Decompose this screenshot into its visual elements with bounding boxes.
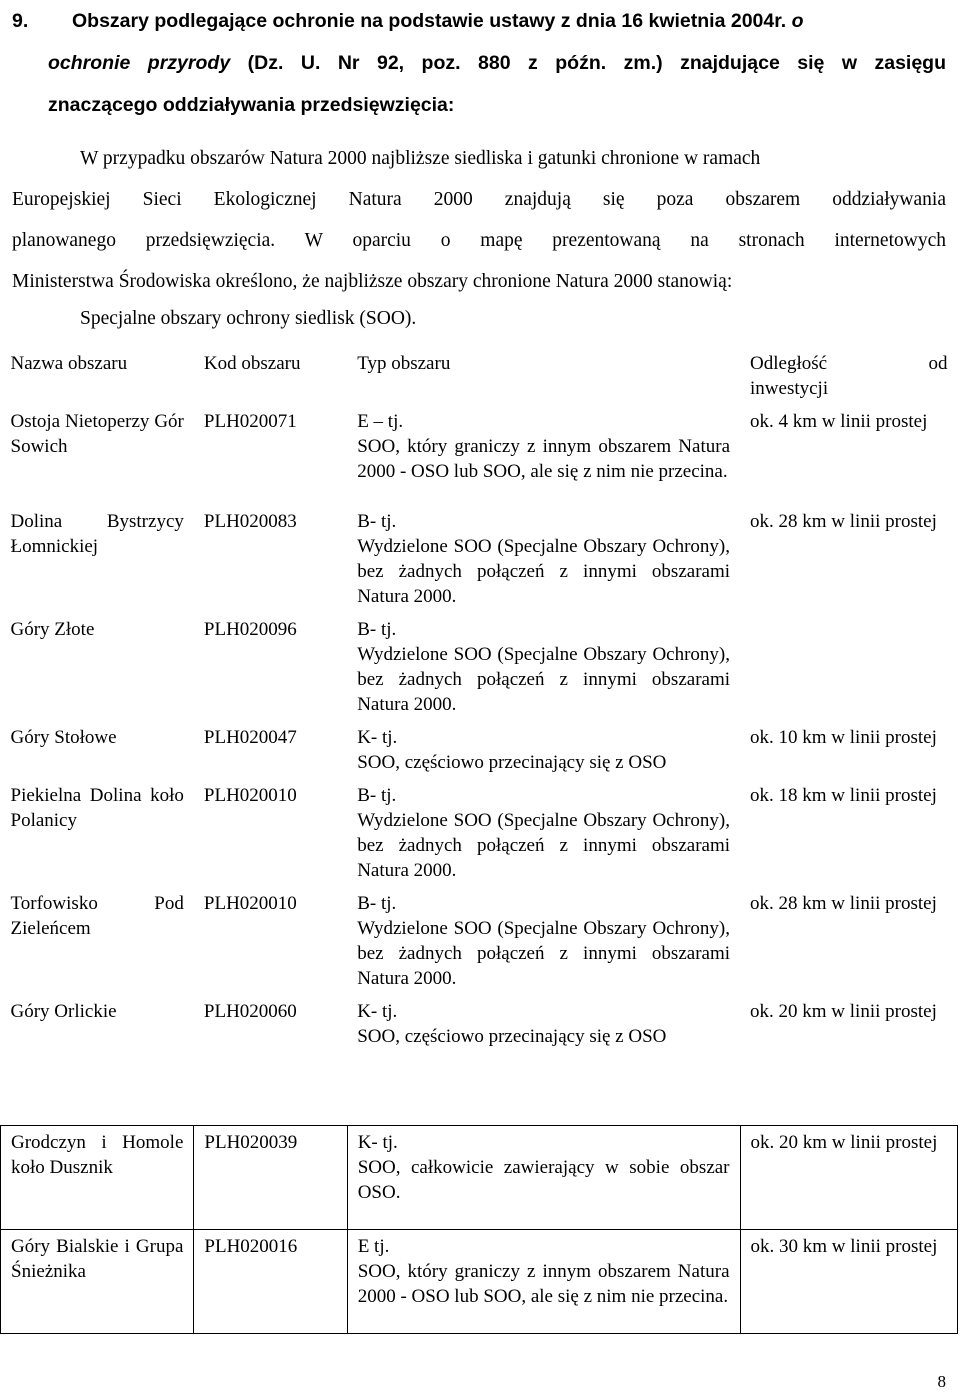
header-distance-c: inwestycji — [750, 378, 829, 399]
cell-code-text: PLH020047 — [203, 727, 297, 748]
cell-name — [1, 995, 194, 1095]
table-row — [1, 505, 958, 613]
cell-type — [347, 721, 740, 779]
cell-code — [194, 405, 347, 505]
cell-distance-text: ok. 20 km w linii prostej — [750, 1001, 937, 1022]
cell-distance-text: ok. 10 km w linii prostej — [750, 727, 937, 748]
paragraph-line-2: Europejskiej Sieci Ekologicznej Natura 2000 znajdują się poza obszarem oddziaływania — [12, 189, 946, 210]
section-title-part1: Obszary podlegające ochronie na podstawie ustawy z dnia 16 kwietnia 2004r. — [72, 10, 787, 32]
cell-type — [347, 779, 740, 887]
header-name: Nazwa obszaru — [10, 353, 128, 374]
type-description: SOO, który graniczy z innym obszarem Natura 2000 - OSO lub SOO, ale się z nim nie przecina. — [357, 1261, 730, 1307]
cell-name — [1, 405, 194, 505]
header-distance-b: od — [928, 353, 948, 374]
cell-code-text: PLH020071 — [203, 411, 297, 432]
table-spacer-row — [1, 1095, 958, 1126]
cell-type — [347, 1230, 740, 1334]
title-line2-italic: ochronie przyrody — [48, 52, 231, 74]
table-row — [1, 1230, 958, 1334]
section-number: 9. — [12, 10, 29, 32]
paragraph-line-4: Ministerstwa Środowiska określono, że najbliższe obszary chronione Natura 2000 stanowią: — [12, 271, 733, 292]
header-type: Typ obszaru — [357, 353, 451, 374]
cell-distance — [740, 613, 957, 721]
cell-distance — [740, 1126, 957, 1230]
cell-code-text: PLH020060 — [203, 1001, 297, 1022]
table-row — [1, 887, 958, 995]
cell-name-text: Góry Stołowe — [10, 727, 117, 748]
cell-code — [194, 505, 347, 613]
type-description: SOO, całkowicie zawierający w sobie obszar OSO. — [357, 1157, 730, 1203]
table-row — [1, 779, 958, 887]
page-number: 8 — [937, 1372, 946, 1391]
type-description: Wydzielone SOO (Specjalne Obszary Ochrony), bez żadnych połączeń z innymi obszarami Natura 2000. — [357, 536, 731, 607]
cell-type — [347, 887, 740, 995]
cell-name-text: Góry Złote — [10, 619, 95, 640]
cell-distance-text: ok. 28 km w linii prostej — [750, 893, 937, 914]
cell-name — [1, 1126, 194, 1230]
cell-distance — [740, 779, 957, 887]
natura-table — [0, 347, 958, 1334]
title-line2-rest: (Dz. U. Nr 92, poz. 880 z późn. zm.) znajdujące się w zasięgu — [247, 52, 946, 74]
cell-distance-text: ok. 30 km w linii prostej — [750, 1236, 938, 1257]
cell-distance-text: ok. 4 km w linii prostej — [750, 411, 928, 432]
cell-name-text: Grodczyn i Homole koło Dusznik — [11, 1132, 184, 1178]
cell-code-text: PLH020083 — [203, 511, 297, 532]
cell-code — [194, 1126, 347, 1230]
type-description: SOO, który graniczy z innym obszarem Natura 2000 - OSO lub SOO, ale się z nim nie przecina. — [357, 436, 731, 482]
cell-code-text: PLH020010 — [203, 893, 297, 914]
cell-name — [1, 779, 194, 887]
type-description: SOO, częściowo przecinający się z OSO — [357, 1026, 667, 1047]
natura-table-body — [1, 347, 958, 1334]
cell-type — [347, 1126, 740, 1230]
paragraph-line-1: W przypadku obszarów Natura 2000 najbliższe siedliska i gatunki chronione w ramach — [80, 148, 761, 169]
cell-code — [194, 995, 347, 1095]
cell-distance — [740, 887, 957, 995]
cell-distance — [740, 405, 957, 505]
paragraph-line-3: planowanego przedsięwzięcia. W oparciu o mapę prezentowaną na stronach internetowych — [12, 230, 946, 251]
intro-paragraph — [12, 138, 946, 302]
header-code: Kod obszaru — [203, 353, 301, 374]
cell-code — [194, 721, 347, 779]
cell-code — [194, 1230, 347, 1334]
subheading: Specjalne obszary ochrony siedlisk (SOO). — [80, 308, 417, 329]
cell-distance — [740, 995, 957, 1095]
table-row — [1, 1126, 958, 1230]
type-code: K- tj. — [357, 727, 398, 748]
cell-code-text: PLH020096 — [203, 619, 297, 640]
type-code: B- tj. — [357, 893, 397, 914]
table-row — [1, 613, 958, 721]
type-code: K- tj. — [357, 1132, 398, 1153]
cell-name — [1, 1230, 194, 1334]
cell-code-text: PLH020039 — [204, 1132, 298, 1153]
cell-distance — [740, 721, 957, 779]
cell-name-text: Góry Orlickie — [10, 1001, 117, 1022]
cell-distance-text: ok. 18 km w linii prostej — [750, 785, 937, 806]
cell-name — [1, 887, 194, 995]
cell-distance — [740, 1230, 957, 1334]
section-title-italic: o — [791, 10, 804, 32]
cell-code-text: PLH020016 — [204, 1236, 298, 1257]
cell-name-text: Torfowisko Pod Zieleńcem — [10, 893, 184, 939]
cell-distance-text: ok. 20 km w linii prostej — [750, 1132, 938, 1153]
cell-type — [347, 505, 740, 613]
cell-name-text: Dolina Bystrzycy Łomnickiej — [10, 511, 184, 557]
cell-code — [194, 779, 347, 887]
type-code: E tj. — [357, 1236, 390, 1257]
table-row — [1, 995, 958, 1095]
spacer-cell — [1, 1095, 958, 1126]
section-title-line2 — [12, 42, 946, 84]
type-code: K- tj. — [357, 1001, 398, 1022]
table-header-row — [1, 347, 958, 405]
type-description: Wydzielone SOO (Specjalne Obszary Ochrony), bez żadnych połączeń z innymi obszarami Natura 2000. — [357, 644, 731, 715]
cell-type — [347, 613, 740, 721]
cell-distance — [740, 505, 957, 613]
section-title-line3: znaczącego oddziaływania przedsięwzięcia: — [48, 94, 455, 116]
type-code: B- tj. — [357, 619, 397, 640]
type-description: Wydzielone SOO (Specjalne Obszary Ochrony), bez żadnych połączeń z innymi obszarami Natura 2000. — [357, 918, 731, 989]
cell-name-text: Piekielna Dolina koło Polanicy — [10, 785, 184, 831]
type-description: Wydzielone SOO (Specjalne Obszary Ochrony), bez żadnych połączeń z innymi obszarami Natura 2000. — [357, 810, 731, 881]
cell-name — [1, 613, 194, 721]
type-description: SOO, częściowo przecinający się z OSO — [357, 752, 667, 773]
cell-code-text: PLH020010 — [203, 785, 297, 806]
section-heading — [12, 0, 946, 126]
type-code: B- tj. — [357, 785, 397, 806]
type-code: B- tj. — [357, 511, 397, 532]
table-row — [1, 721, 958, 779]
cell-code — [194, 887, 347, 995]
header-distance-a: Odległość — [750, 353, 828, 374]
header-distance — [740, 347, 957, 405]
cell-name-text: Góry Bialskie i Grupa Śnieżnika — [11, 1236, 184, 1282]
cell-name — [1, 505, 194, 613]
cell-name — [1, 721, 194, 779]
cell-distance-text: ok. 28 km w linii prostej — [750, 511, 937, 532]
table-row — [1, 405, 958, 505]
cell-name-text: Ostoja Nietoperzy Gór Sowich — [10, 411, 184, 457]
cell-code — [194, 613, 347, 721]
cell-type — [347, 995, 740, 1095]
type-code: E – tj. — [357, 411, 404, 432]
cell-type — [347, 405, 740, 505]
